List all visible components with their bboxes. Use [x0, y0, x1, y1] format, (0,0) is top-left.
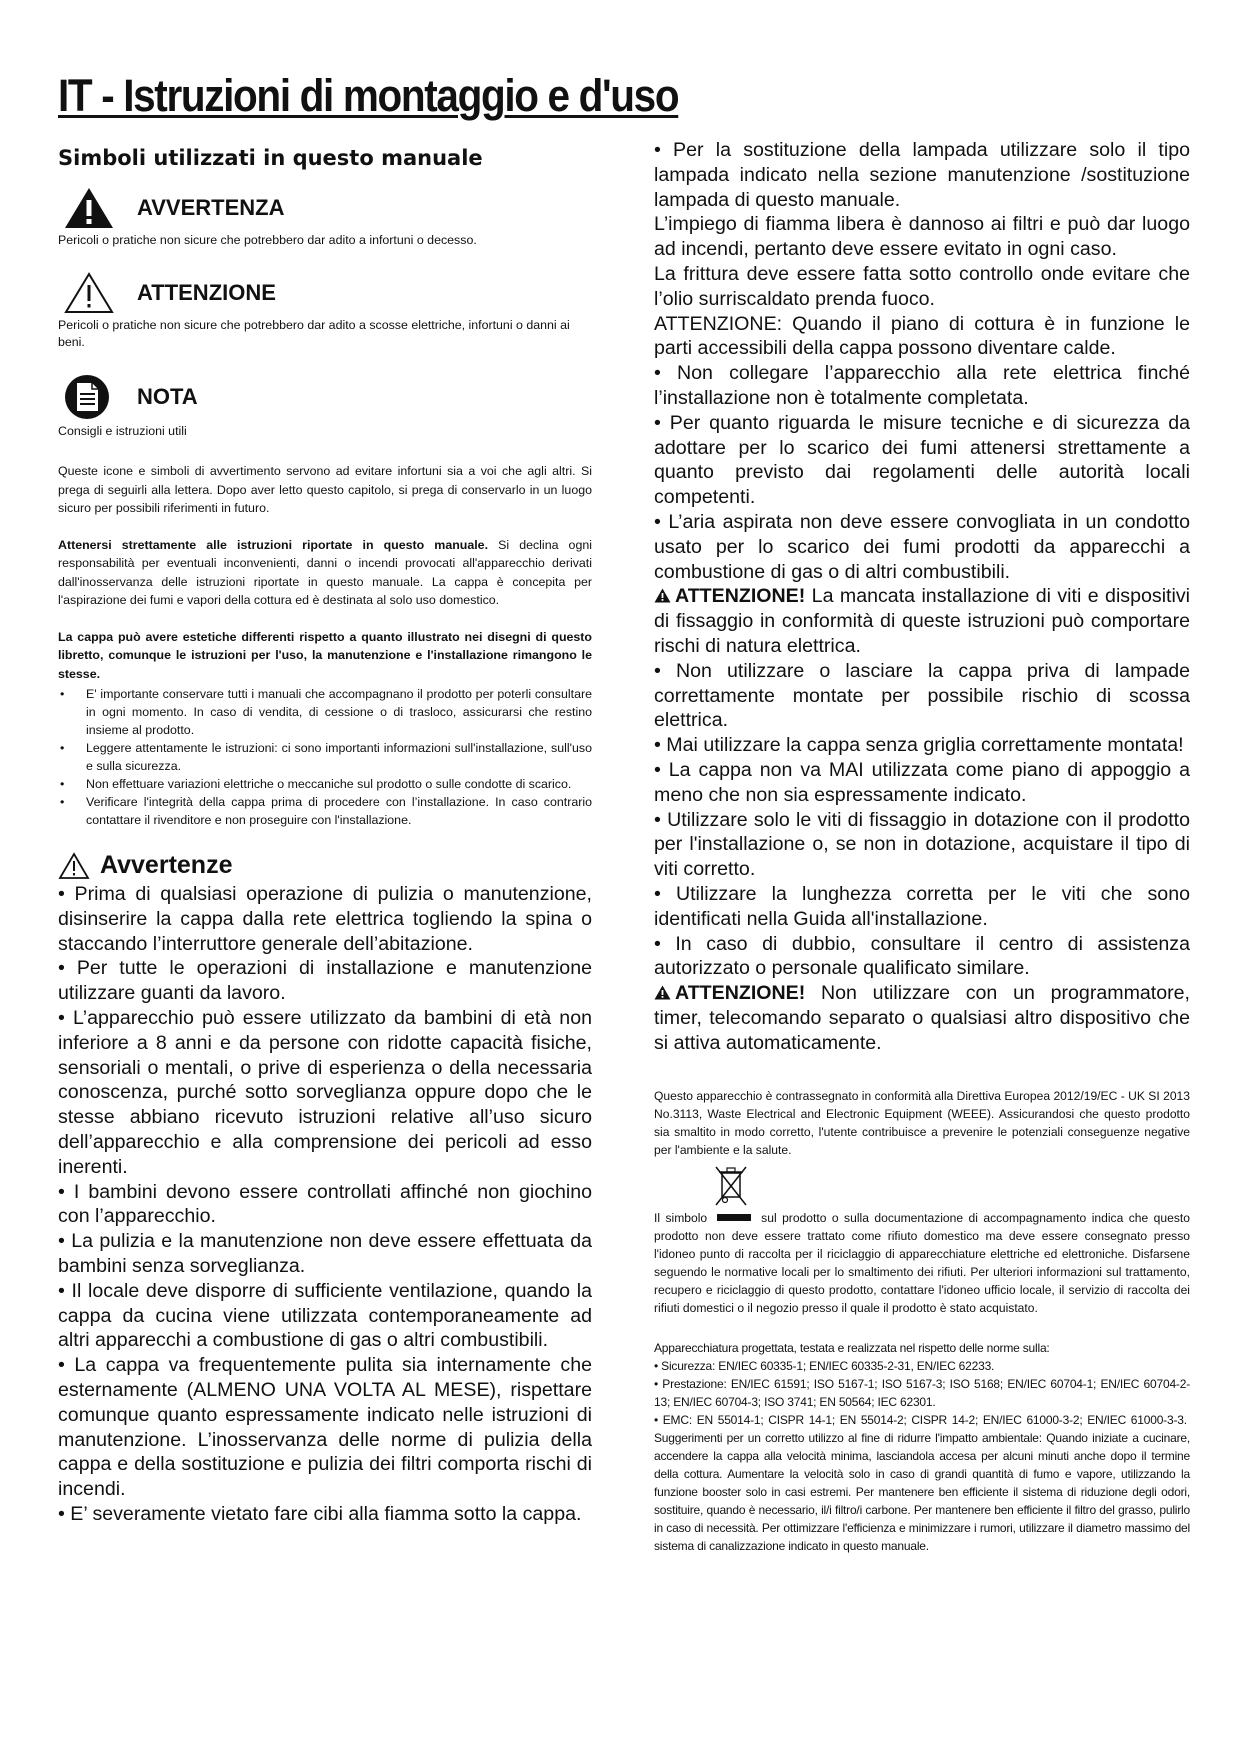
strict-rest-text: Si declina ogni responsabilità per eventuali inconvenienti, danni o incendi provocati all'apparecchio derivati dall'inosservanza delle istruzioni riportate in questo manuale. La cappa è concepita per l'aspirazione dei fumi e vapori della cottura ed è destinata al solo uso domestico. [58, 537, 592, 607]
warning-paragraph: • Per quanto riguarda le misure tecniche e di sicurezza da adottare per lo scarico dei fumi attenersi strettamente a quanto previsto dai regolamenti delle autorità locali competenti. [654, 411, 1190, 509]
warning-paragraph: ATTENZIONE: Quando il piano di cottura è in funzione le parti accessibili della cappa possono diventare calde. [654, 312, 1190, 360]
warning-triangle-filled-icon [654, 985, 671, 1000]
warning-paragraph: • La cappa va frequentemente pulita sia internamente che esternamente (ALMENO UNA VOLTA AL MESE), rispettare comunque quanto espressamente indicato nelle istruzioni di manutenzione. L’inosservanza delle norme di pulizia della cappa e della sostituzione e pulizia dei filtri comporta rischi di incendi. [58, 1354, 592, 1501]
warning-paragraph: • In caso di dubbio, consultare il centro di assistenza autorizzato o personale qualificato similare. [654, 932, 1190, 980]
note-symbol-row [58, 373, 592, 421]
warning-paragraph: • Non utilizzare o lasciare la cappa priva di lampade correttamente montate per possibile rischio di scossa elettrica. [654, 659, 1190, 732]
symbols-heading: Simboli utilizzati in questo manuale [58, 146, 483, 170]
warning-paragraph: • La pulizia e la manutenzione non deve essere effettuata da bambini senza sorveglianza. [58, 1230, 592, 1277]
warning-paragraph: • Mai utilizzare la cappa senza griglia correttamente montata! [654, 734, 1184, 757]
caution-label: ATTENZIONE [137, 280, 276, 305]
aesthetic-paragraph: La cappa può avere estetiche differenti rispetto a quanto illustrato nei disegni di questo libretto, comunque le istruzioni per l'uso, la manutenzione e l'installazione rimangono le stesse. [58, 629, 592, 681]
list-item: • E' importante conservare tutti i manuali che accompagnano il prodotto per poterli consultare in ogni momento. In caso di vendita, di cessione o di trasloco, assicurarsi che restino insieme al prodotto. [58, 685, 592, 739]
warning-triangle-filled-icon [654, 588, 671, 603]
caution-triangle-outline-icon [58, 852, 90, 880]
warning-paragraph: • Per la sostituzione della lampada utilizzare solo il tipo lampada indicato nella sezione manutenzione /sostituzione lampada di questo manuale. [654, 139, 1190, 211]
attention-rest-text: Non utilizzare con un programmatore, timer, telecomando separato o qualsiasi altro dispositivo che si attiva automaticamente. [654, 982, 1190, 1054]
norms-emc-and-tips [654, 1411, 1190, 1555]
weee-symbol-post: sul prodotto o sulla documentazione di accompagnamento indica che questo prodotto non deve essere trattato come rifiuto domestico ma deve essere consegnato presso l'idoneo punto di raccolta per il riciclaggio di apparecchiature elettriche ed elettroniche. Disfarsene seguendo le normative locali per lo smaltimento dei rifiuti. Per ulteriori informazioni sul trattamento, recupero e riciclaggio di questo prodotto, contattare l'idoneo ufficio locale, il servizio di raccolta dei rifiuti domestici o il negozio presso il quale il prodotto è stato acquistato. [654, 1211, 1190, 1316]
strict-bold-text: Attenersi strettamente alle istruzioni riportate in questo manuale. [58, 537, 489, 552]
weee-symbol-paragraph [654, 1209, 1190, 1317]
warning-description: Pericoli o pratiche non sicure che potrebbero dar adito a infortuni o decesso. [58, 233, 477, 247]
norms-intro: Apparecchiatura progettata, testata e realizzata nel rispetto delle norme sulla: [654, 1341, 1050, 1356]
warning-paragraph: • Il locale deve disporre di sufficiente ventilazione, quando la cappa da cucina viene utilizzata contemporaneamente ad altri apparecchi a combustione di gas o altri combustibili. [58, 1279, 592, 1352]
intro-bullet-list [58, 685, 592, 829]
caution-triangle-outline-icon [63, 271, 115, 315]
list-item: • Leggere attentamente le istruzioni: ci sono importanti informazioni sull'installazione, sull'uso e sulla sicurezza. [58, 739, 592, 775]
weee-bar-icon [717, 1214, 751, 1221]
avvertenze-heading [58, 851, 592, 880]
warning-triangle-filled-icon [63, 186, 115, 230]
left-column [58, 138, 592, 1527]
norms-tips: Suggerimenti per un corretto utilizzo al fine di ridurre l'impatto ambientale: Quando iniziate a cucinare, accendere la cappa alla velocità minima, lasciandola accesa per alcuni minuti anche dopo il termine della cottura. Aumentare la velocità solo in caso di grandi quantità di fumo e vapore, utilizzando la funzione booster solo in casi estremi. Per mantenere ben efficiente il sistema di riduzione degli odori, sostituire, quando è necessario, il/i filtro/i carbone. Per mantenere ben efficiente il filtro del grasso, pulirlo in caso di necessità. Per ottimizzare l'efficienza e minimizzare i rumori, utilizzare il diametro massimo del sistema di canalizzazione indicato in questo manuale. [654, 1431, 1190, 1554]
attention-screws-paragraph [654, 584, 1190, 658]
warning-label: AVVERTENZA [137, 195, 285, 220]
warning-paragraph: • I bambini devono essere controllati affinché non giochino con l’apparecchio. [58, 1180, 592, 1228]
warning-paragraph: L’impiego di fiamma libera è dannoso ai filtri e può dar luogo ad incendi, pertanto deve essere evitato in ogni caso. [654, 213, 1190, 261]
list-item: • Non effettuare variazioni elettriche o meccaniche sul prodotto o sulle condotte di scarico. [58, 775, 592, 793]
icons-paragraph: Queste icone e simboli di avvertimento servono ad evitare infortuni sia a voi che agli altri. Si prega di seguirli alla lettera. Dopo aver letto questo capitolo, si prega di conservarlo in un luogo sicuro per possibili riferimenti in futuro. [58, 464, 592, 515]
norms-performance: • Prestazione: EN/IEC 61591; ISO 5167-1; ISO 5167-3; ISO 5168; EN/IEC 60704-1; EN/IEC 60704-2-13; EN/IEC 60704-3; ISO 3741; EN 50564; IEC 62301. [654, 1377, 1190, 1410]
list-item: • Verificare l'integrità della cappa prima di procedere con l’installazione. In caso contrario contattare il rivenditore e non proseguire con l'installazione. [58, 793, 592, 829]
note-description: Consigli e istruzioni utili [58, 424, 187, 438]
warning-paragraph: • Non collegare l’apparecchio alla rete elettrica finché l’installazione non è totalmente completata. [654, 362, 1190, 409]
strict-instructions-paragraph [58, 536, 592, 610]
warning-paragraph: La frittura deve essere fatta sotto controllo onde evitare che l’olio surriscaldato prenda fuoco. [654, 262, 1190, 310]
caution-description: Pericoli o pratiche non sicure che potrebbero dar adito a scosse elettriche, infortuni o danni ai beni. [58, 318, 570, 349]
norms-safety: • Sicurezza: EN/IEC 60335-1; EN/IEC 60335-2-31, EN/IEC 62233. [654, 1359, 995, 1374]
warning-symbol-row [58, 186, 592, 230]
note-label: NOTA [137, 384, 198, 409]
warning-paragraph: • Per tutte le operazioni di installazione e manutenzione utilizzare guanti da lavoro. [58, 957, 592, 1005]
warning-paragraph: • L’aria aspirata non deve essere convogliata in un condotto usato per lo scarico dei fumi prodotti da apparecchi a combustione di gas o di altri combustibili. [654, 510, 1190, 583]
warning-paragraph: • L’apparecchio può essere utilizzato da bambini di età non inferiore a 8 anni e da persone con ridotte capacità fisiche, sensoriali o mentali, o prive di esperienza o della necessaria conoscenza, purché sotto sorveglianza oppure dopo che le stesse abbiano ricevuto istruzioni relative all’uso sicuro dell’apparecchio e alla comprensione dei pericoli ad esso inerenti. [58, 1006, 592, 1178]
weee-intro: Questo apparecchio è contrassegnato in conformità alla Direttiva Europea 2012/19/EC - UK SI 2013 No.3113, Waste Electrical and Electronic Equipment (WEEE). Assicurandosi che questo prodotto sia smaltito in modo corretto, l'utente contribuisce a prevenire le potenziali conseguenze negative per l'ambiente e la salute. [654, 1089, 1190, 1158]
page-title: IT - Istruzioni di montaggio e d'uso [58, 70, 679, 121]
note-document-icon [63, 373, 115, 421]
crossed-bin-icon [714, 1165, 748, 1207]
warning-paragraph: • Utilizzare solo le viti di fissaggio in dotazione con il prodotto per l'installazione o, se non in dotazione, acquistare il tipo di viti corretto. [654, 808, 1190, 881]
right-column [654, 138, 1190, 1555]
norms-emc: • EMC: EN 55014-1; CISPR 14-1; EN 55014-2; CISPR 14-2; EN/IEC 61000-3-2; EN/IEC 61000-3-3. [654, 1413, 1187, 1428]
attention-bold-text: ATTENZIONE! [675, 982, 806, 1005]
warning-paragraph: • Prima di qualsiasi operazione di pulizia o manutenzione, disinserire la cappa dalla rete elettrica togliendo la spina o staccando l’interruttore generale dell’abitazione. [58, 883, 592, 955]
warning-paragraph: • E’ severamente vietato fare cibi alla fiamma sotto la cappa. [58, 1502, 582, 1525]
attention-bold-text: ATTENZIONE! [675, 585, 806, 608]
weee-symbol-pre: Il simbolo [654, 1211, 708, 1226]
attention-rest-text: La mancata installazione di viti e dispositivi di fissaggio in conformità di queste istruzioni può comportare rischi di natura elettrica. [654, 585, 1190, 657]
warning-paragraph: • La cappa non va MAI utilizzata come piano di appoggio a meno che non sia espressamente indicato. [654, 758, 1190, 806]
warning-paragraph: • Utilizzare la lunghezza corretta per le viti che sono identificati nella Guida all'installazione. [654, 882, 1190, 930]
avvertenze-heading-text: Avvertenze [100, 851, 233, 879]
attention-timer-paragraph [654, 981, 1190, 1055]
caution-symbol-row [58, 271, 592, 315]
